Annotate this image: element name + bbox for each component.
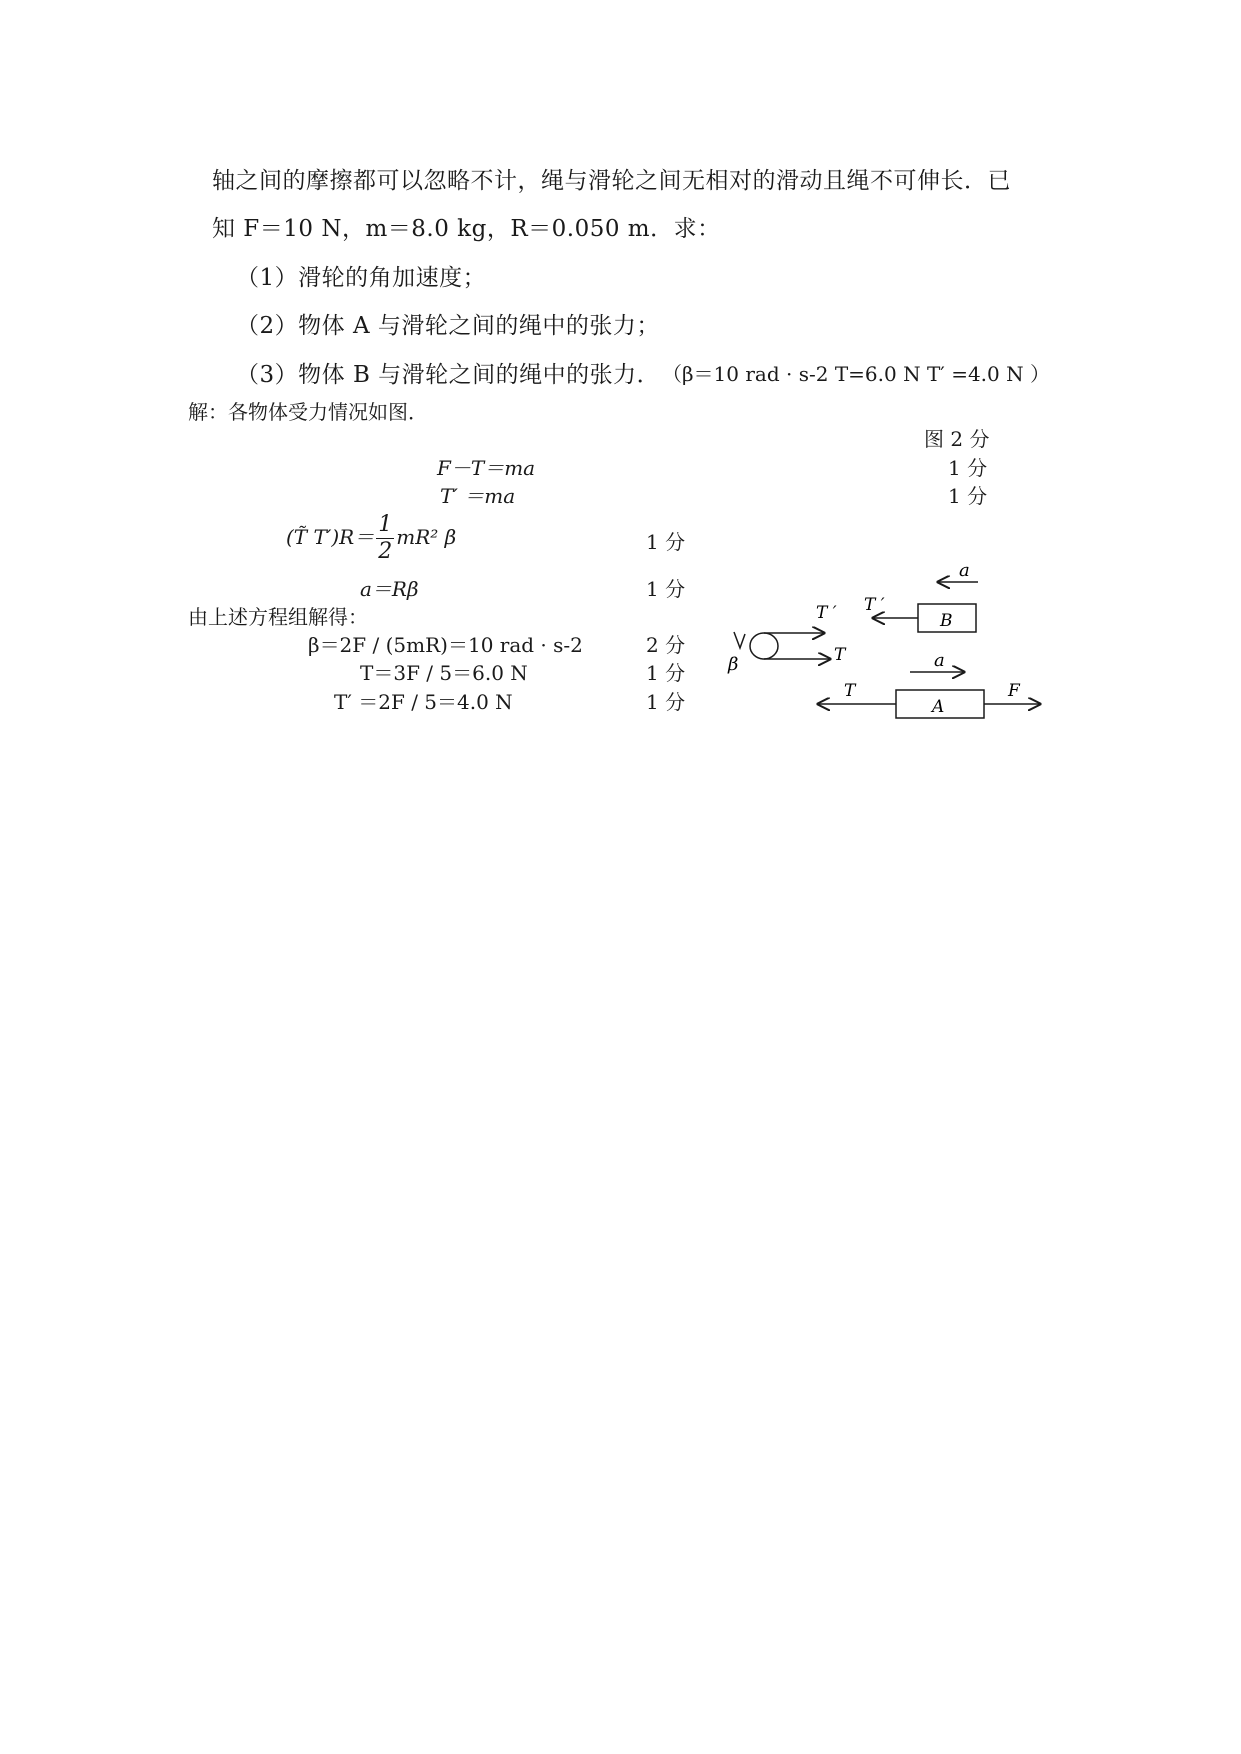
force-diagram [718,560,1058,730]
label-t-pulley: T [834,645,846,665]
angular-acceleration-arrow [734,632,745,648]
equation-2-score: 1 分 [948,484,988,508]
label-t-left: T [844,681,856,701]
result-3: T′ ＝2F / 5＝4.0 N [334,690,513,714]
figure-score: 图 2 分 [924,427,990,451]
result-2: T＝3F / 5＝6.0 N [360,661,528,685]
equation-3 [286,512,456,565]
equation-3-right: mR² β [396,525,457,549]
result-3-score: 1 分 [646,690,686,714]
pulley-wheel [750,633,778,659]
problem-line-1: 轴之间的摩擦都可以忽略不计，绳与滑轮之间无相对的滑动且绳不可伸长．已 [212,168,1011,194]
label-f: F [1008,681,1020,701]
fraction-numerator: 1 [378,512,393,537]
result-1-score: 2 分 [646,633,686,657]
equation-3-left: (T̃ T′)R＝ [286,525,375,549]
label-a-mid: a [934,650,945,671]
equation-1: F－T＝ma [437,456,536,480]
question-3: （3）物体 B 与滑轮之间的绳中的张力． [236,362,661,388]
answer-key: （β＝10 rad · s-2 T=6.0 N T′ =4.0 N ） [662,362,1050,386]
equation-2: T′ ＝ma [440,484,516,508]
equation-4: a＝Rβ [360,577,419,601]
label-a-top: a [959,560,970,581]
equation-4-score: 1 分 [646,577,686,601]
label-block-a: A [932,697,945,717]
label-t-prime-pulley: T ′ [816,603,837,623]
label-t-prime-block: T ′ [864,595,885,615]
label-block-b: B [940,611,953,631]
question-1: （1）滑轮的角加速度； [236,265,487,291]
solution-intro: 解：各物体受力情况如图． [188,400,428,424]
fraction-denominator: 2 [378,539,393,564]
equation-3-score: 1 分 [646,530,686,554]
question-2: （2）物体 A 与滑轮之间的绳中的张力； [236,313,660,339]
solve-intro: 由上述方程组解得： [188,605,368,629]
fraction-one-half [376,512,394,565]
result-2-score: 1 分 [646,661,686,685]
label-beta: β [728,654,739,675]
problem-line-2: 知 F＝10 N，m＝8.0 kg，R＝0.050 m．求： [212,216,721,242]
equation-1-score: 1 分 [948,456,988,480]
result-1: β＝2F / (5mR)＝10 rad · s-2 [308,633,583,657]
